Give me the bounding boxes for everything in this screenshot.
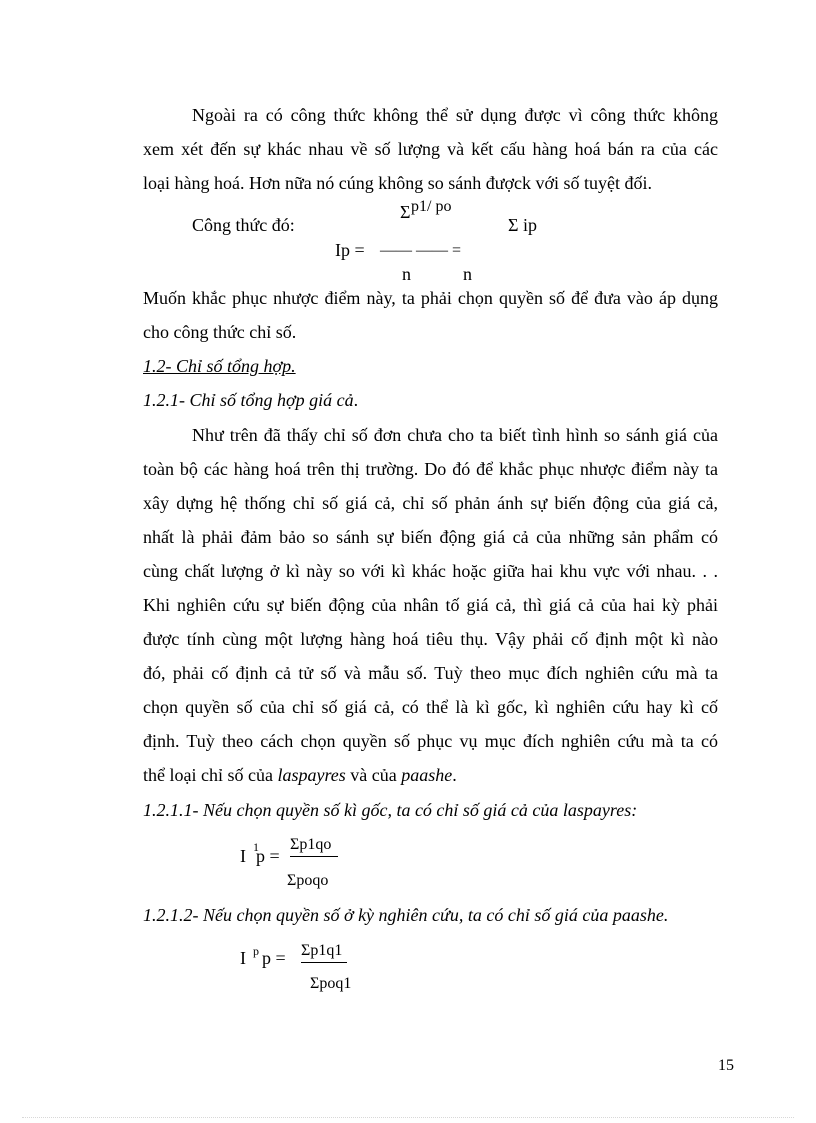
- paragraph-line: đó, phải cố định cả tử số và mẫu số. Tuỳ theo mục đích nghiên cứu mà ta: [143, 663, 718, 683]
- formula-numerator: p1/ po: [411, 198, 452, 215]
- fraction-bar: [290, 856, 338, 857]
- formula-numerator: Σp1q1: [301, 942, 343, 959]
- formula-p-equals: p =: [262, 948, 286, 968]
- formula-lhs: Ip =: [335, 240, 365, 260]
- term-laspayres: laspayres: [277, 765, 346, 785]
- paragraph-line: xem xét đến sự khác nhau về số lượng và kết cấu hàng hoá bán ra của các: [143, 139, 718, 159]
- term-paashe: paashe: [401, 765, 453, 785]
- paragraph-line: Ngoài ra có công thức không thể sử dụng được vì công thức không: [192, 105, 718, 125]
- subsection-heading: 1.2.1.2- Nếu chọn quyền số ở kỳ nghiên cứu, ta có chỉ số giá của paashe.: [143, 905, 669, 925]
- paragraph-line: cùng chất lượng ở kì này so với kì khác hoặc giữa hai khu vực với nhau. . .: [143, 561, 718, 581]
- page-number: 15: [718, 1057, 734, 1074]
- formula-I: I: [240, 846, 246, 866]
- paragraph-line: cho công thức chỉ số.: [143, 322, 297, 342]
- section-heading: 1.2- Chỉ số tổng hợp.: [143, 356, 296, 376]
- paragraph-line: Khi nghiên cứu sự biến động của nhân tố giá cả, thì giá cả của hai kỳ phải: [143, 595, 718, 615]
- paragraph-line: Muốn khắc phục nhược điểm này, ta phải chọn quyền số để đưa vào áp dụng: [143, 288, 718, 308]
- text-run: thể loại chỉ số của: [143, 765, 278, 785]
- formula-I: I: [240, 948, 246, 968]
- paragraph-line: toàn bộ các hàng hoá trên thị trường. Do đó để khắc phục nhược điểm này ta: [143, 459, 718, 479]
- formula-superscript: p: [253, 944, 259, 958]
- formula-denominator: Σpoqo: [287, 872, 329, 889]
- subsection-heading: [143, 390, 358, 410]
- formula-superscript: 1: [253, 840, 259, 854]
- fraction-bar: [301, 962, 347, 963]
- formula-denominator: Σpoq1: [310, 975, 352, 992]
- paragraph-line: Như trên đã thấy chỉ số đơn chưa cho ta biết tình hình so sánh giá của: [192, 425, 718, 445]
- formula-sum-ip: Σ ip: [508, 215, 537, 235]
- formula-fraction-bars: —— —— =: [380, 242, 462, 259]
- formula-numerator: Σp1qo: [290, 836, 332, 853]
- text-run: và của: [345, 765, 402, 785]
- paragraph-line: định. Tuỳ theo cách chọn quyền số phục vụ mục đích nghiên cứu mà ta có: [143, 731, 718, 751]
- paragraph-line: nhất là phải đảm bảo so sánh sự biến động giá cả của những sản phẩm có: [143, 527, 718, 547]
- page-footer-divider: [22, 1117, 794, 1118]
- paragraph-line: được tính cùng một lượng hàng hoá tiêu thụ. Vậy phải cố định một kì nào: [143, 629, 718, 649]
- paragraph-line: [143, 765, 457, 785]
- paragraph-line: chọn quyền số của chỉ số giá cả, có thể là kì gốc, kì nghiên cứu hay kì cố: [143, 697, 718, 717]
- formula-denominator: n: [463, 264, 472, 284]
- text-run: .: [452, 765, 457, 785]
- paragraph-line: loại hàng hoá. Hơn nữa nó cúng không so sánh đượck với số tuyệt đối.: [143, 173, 653, 193]
- formula-denominator: n: [402, 264, 411, 284]
- subsection-heading-text: 1.2.1- Chỉ số tổng hợp giá cả: [143, 390, 354, 410]
- paragraph-line: xây dựng hệ thống chỉ số giá cả, chỉ số phản ánh sự biến động của giá cả,: [143, 493, 718, 513]
- formula-intro: Công thức đó:: [192, 215, 295, 235]
- sigma-symbol: Σ: [400, 202, 411, 222]
- subsection-heading: 1.2.1.1- Nếu chọn quyền số kì gốc, ta có chỉ số giá cả của laspayres:: [143, 800, 638, 820]
- subsection-heading-period: .: [353, 390, 359, 410]
- formula-p-equals: p =: [256, 846, 280, 866]
